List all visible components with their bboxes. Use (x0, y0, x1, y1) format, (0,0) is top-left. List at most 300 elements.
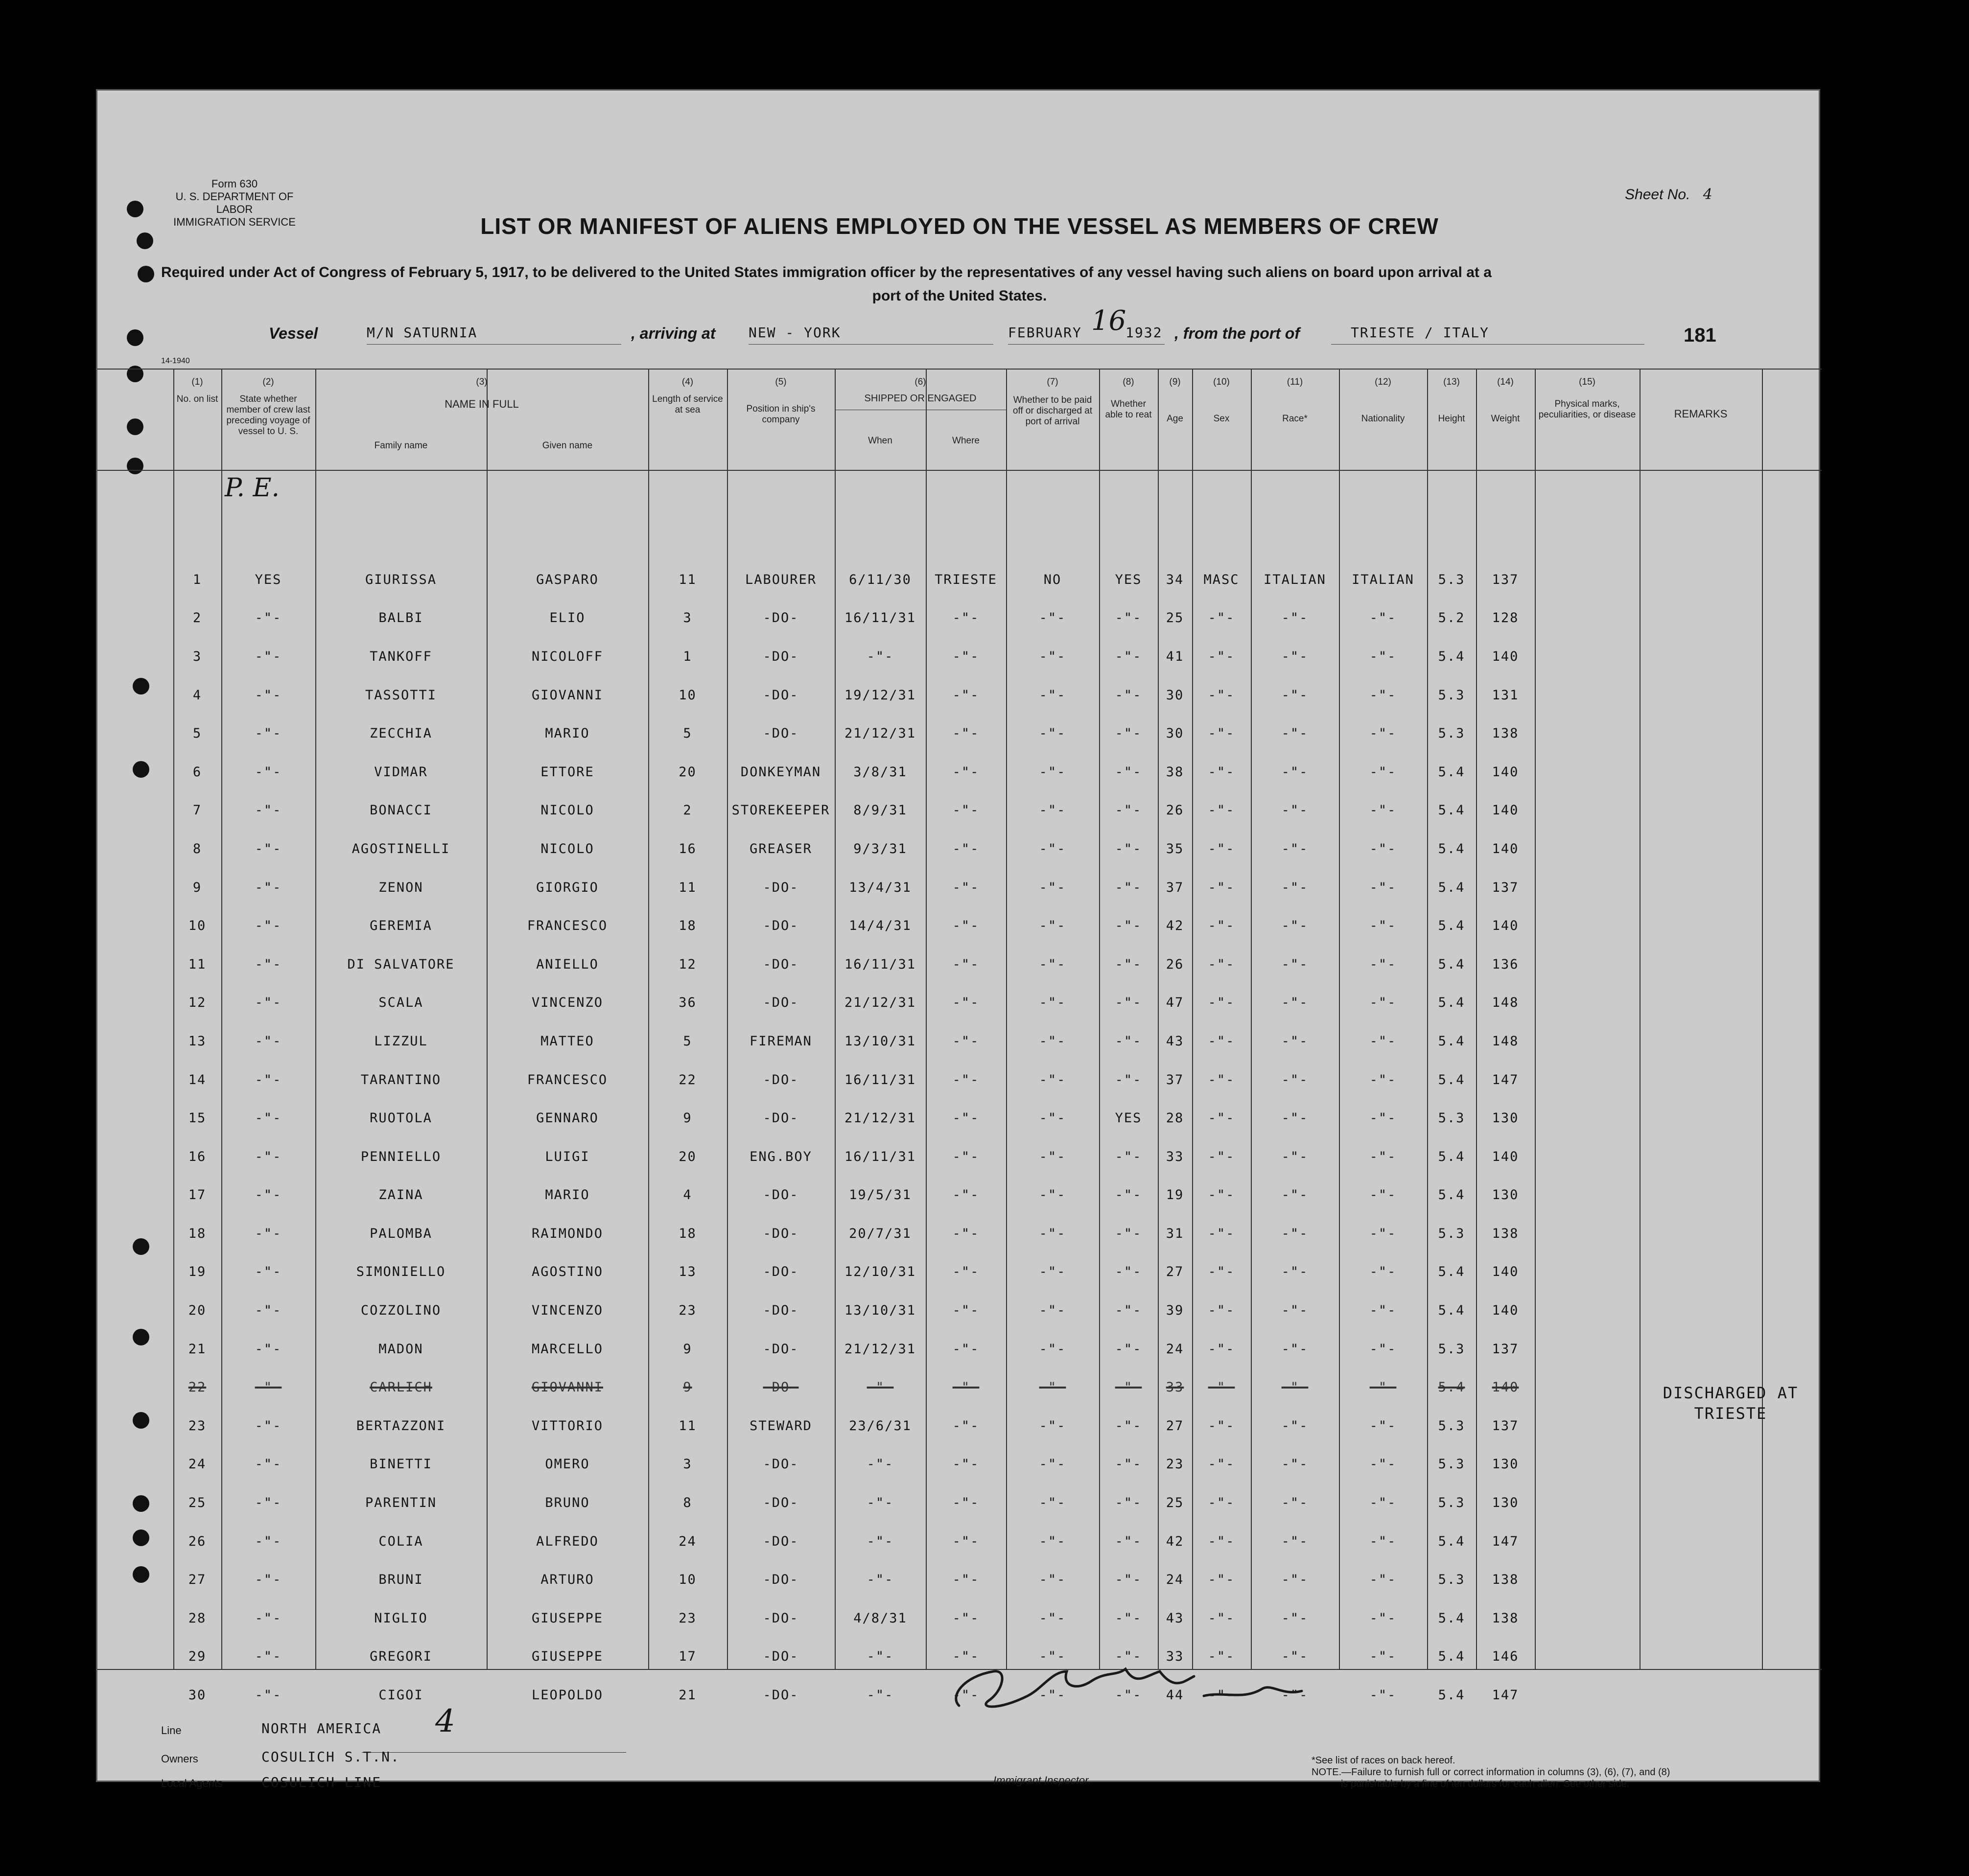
weight: 140 (1492, 1149, 1519, 1164)
family-name: BERTAZZONI (356, 1418, 446, 1434)
height: 5.3 (1438, 1226, 1465, 1241)
line-label: Line (161, 1724, 182, 1737)
crew-previous: -"- (255, 1533, 282, 1549)
column-number: (2) (262, 377, 274, 387)
row-number: 10 (188, 918, 207, 934)
shipped-where: -"- (952, 1149, 980, 1164)
height: 5.3 (1438, 1111, 1465, 1126)
weight: 136 (1492, 956, 1519, 972)
inspector-signature (930, 1642, 1351, 1720)
given-name: OMERO (545, 1457, 590, 1472)
length-of-service: 10 (679, 1572, 697, 1588)
binder-hole (133, 1529, 149, 1546)
crew-previous: -"- (255, 1418, 282, 1434)
shipped-when: 23/6/31 (849, 1418, 912, 1434)
height: 5.4 (1438, 956, 1465, 972)
sex: -"- (1208, 1187, 1235, 1203)
weight: 138 (1492, 726, 1519, 741)
service: IMMIGRATION SERVICE (173, 216, 296, 228)
paid-off: -"- (1039, 726, 1066, 741)
crew-previous: -"- (255, 803, 282, 818)
footer-note: NOTE.—Failure to furnish full or correct information in columns (3), (6), (7), and (8) (1312, 1767, 1670, 1778)
shipped-when: 21/12/31 (844, 1111, 916, 1126)
footer-notes (1312, 1755, 1801, 1790)
height: 5.4 (1438, 648, 1465, 664)
height: 5.3 (1438, 687, 1465, 703)
owners-value: COSULICH S.T.N. (261, 1749, 400, 1765)
given-name: FRANCESCO (527, 918, 608, 934)
crew-previous: -"- (255, 1341, 282, 1357)
footer-note: *See list of races on back hereof. (1312, 1755, 1455, 1766)
subtitle-line1: Required under Act of Congress of February 5, 1917, to be delivered to the United States immigration officer by the representatives of any vessel having such aliens on board upon arrival at a (161, 264, 1492, 280)
weight: 140 (1492, 841, 1519, 857)
paid-off: -"- (1039, 1610, 1066, 1626)
physical-marks (1535, 1137, 1640, 1176)
family-name: PARENTIN (365, 1495, 437, 1511)
row-number: 28 (188, 1610, 207, 1626)
shipped-when: -"- (867, 1495, 894, 1511)
length-of-service: 18 (679, 918, 697, 934)
shipped-where: -"- (952, 726, 980, 741)
crew-previous: -"- (255, 880, 282, 895)
length-of-service: 3 (683, 1457, 692, 1472)
nationality: -"- (1369, 1303, 1397, 1319)
length-of-service: 9 (683, 1341, 692, 1357)
age: 31 (1166, 1226, 1184, 1241)
shipped-when: 4/8/31 (853, 1610, 907, 1626)
table-row (173, 1407, 1640, 1445)
ship-position: -DO- (763, 1341, 799, 1357)
race: -"- (1281, 1264, 1309, 1280)
table-row (173, 560, 1640, 599)
inspector-label: Immigrant Inspector. (993, 1774, 1091, 1786)
row-number: 19 (188, 1264, 207, 1280)
weight: 140 (1492, 1303, 1519, 1319)
race: -"- (1281, 841, 1309, 857)
physical-marks (1535, 1407, 1640, 1445)
table-row (173, 1330, 1640, 1368)
physical-marks (1535, 1214, 1640, 1253)
header-weight: Weight (1491, 414, 1520, 424)
table-row (173, 791, 1640, 830)
weight: 137 (1492, 880, 1519, 895)
height: 5.4 (1438, 1264, 1465, 1280)
sex: -"- (1208, 1688, 1235, 1703)
nationality: -"- (1369, 1072, 1397, 1088)
ship-position: ENG.BOY (750, 1149, 812, 1164)
ship-position: -DO- (763, 1187, 799, 1203)
length-of-service: 10 (679, 687, 697, 703)
length-of-service: 23 (679, 1610, 697, 1626)
height: 5.3 (1438, 1572, 1465, 1588)
weight: 140 (1492, 1264, 1519, 1280)
binder-hole (133, 678, 149, 695)
sex: -"- (1208, 1610, 1235, 1626)
remarks-line: TRIESTE (1694, 1404, 1767, 1423)
row-number: 20 (188, 1303, 207, 1319)
race: -"- (1281, 1457, 1309, 1472)
given-name: RAIMONDO (531, 1226, 604, 1241)
ship-position: -DO- (763, 995, 799, 1011)
shipped-when: -"- (867, 1380, 894, 1395)
shipped-where: -"- (952, 610, 980, 626)
given-name: LUIGI (545, 1149, 590, 1164)
nationality: -"- (1369, 1610, 1397, 1626)
arriving-label: , arriving at (631, 324, 716, 342)
shipped-when: 13/10/31 (844, 1033, 916, 1049)
length-of-service: 17 (679, 1649, 697, 1665)
shipped-when: 14/4/31 (849, 918, 912, 934)
row-number: 5 (192, 726, 202, 741)
given-name: AGOSTINO (531, 1264, 604, 1280)
department: U. S. DEPARTMENT OF LABOR (175, 190, 294, 215)
physical-marks (1535, 1330, 1640, 1368)
sheet-number: 4 (1703, 186, 1712, 203)
paid-off: -"- (1039, 687, 1066, 703)
owners-label: Owners (161, 1753, 198, 1765)
table-row (173, 1483, 1640, 1522)
height: 5.4 (1438, 995, 1465, 1011)
crew-previous: -"- (255, 956, 282, 972)
sex: -"- (1208, 1111, 1235, 1126)
table-row (173, 830, 1640, 868)
weight: 146 (1492, 1649, 1519, 1665)
arriving-port: NEW - YORK (749, 324, 841, 341)
form-code: 14-1940 (161, 357, 190, 365)
ship-position: -DO- (763, 1111, 799, 1126)
age: 27 (1166, 1264, 1184, 1280)
physical-marks (1535, 1483, 1640, 1522)
height: 5.3 (1438, 1418, 1465, 1434)
height: 5.3 (1438, 572, 1465, 587)
able-to-reship: -"- (1115, 1457, 1142, 1472)
table-row (173, 1522, 1640, 1561)
height: 5.4 (1438, 1380, 1465, 1395)
sex: -"- (1208, 1226, 1235, 1241)
race: -"- (1281, 648, 1309, 664)
physical-marks (1535, 676, 1640, 715)
physical-marks (1535, 1061, 1640, 1099)
row-number: 29 (188, 1649, 207, 1665)
header-shipped: SHIPPED OR ENGAGED (864, 393, 977, 404)
race: -"- (1281, 1533, 1309, 1549)
crew-previous: -"- (255, 1380, 282, 1395)
shipped-when: -"- (867, 1457, 894, 1472)
family-name: AGOSTINELLI (352, 841, 450, 857)
ship-position: GREASER (750, 841, 812, 857)
crew-previous: -"- (255, 1649, 282, 1665)
weight: 137 (1492, 1341, 1519, 1357)
sex: -"- (1208, 880, 1235, 895)
age: 27 (1166, 1418, 1184, 1434)
height: 5.4 (1438, 841, 1465, 857)
ship-position: -DO- (763, 1072, 799, 1088)
paid-off: -"- (1039, 1264, 1066, 1280)
header-when: When (868, 436, 892, 446)
row-number: 11 (188, 956, 207, 972)
weight: 138 (1492, 1226, 1519, 1241)
physical-marks (1535, 1291, 1640, 1330)
able-to-reship: -"- (1115, 1072, 1142, 1088)
ship-position: -DO- (763, 1688, 799, 1703)
remarks-line: DISCHARGED AT (1663, 1384, 1799, 1402)
paid-off: -"- (1039, 1418, 1066, 1434)
binder-hole (133, 1329, 149, 1345)
family-name: BALBI (378, 610, 423, 626)
table-row (173, 1022, 1640, 1061)
length-of-service: 5 (683, 726, 692, 741)
paid-off: -"- (1039, 1033, 1066, 1049)
shipped-when: 9/3/31 (853, 841, 907, 857)
shipped-when: 16/11/31 (844, 610, 916, 626)
column-number: (7) (1047, 377, 1058, 387)
age: 42 (1166, 1533, 1184, 1549)
given-name: ELIO (549, 610, 586, 626)
race: -"- (1281, 726, 1309, 741)
able-to-reship: -"- (1115, 1533, 1142, 1549)
age: 39 (1166, 1303, 1184, 1319)
ship-position: -DO- (763, 648, 799, 664)
length-of-service: 5 (683, 1033, 692, 1049)
crew-previous: -"- (255, 1226, 282, 1241)
physical-marks (1535, 1638, 1640, 1676)
table-row (173, 1445, 1640, 1484)
column-rule (1640, 370, 1641, 1669)
able-to-reship: -"- (1115, 1418, 1142, 1434)
sex: -"- (1208, 1264, 1235, 1280)
vessel-name: M/N SATURNIA (367, 324, 478, 341)
shipped-where: -"- (952, 803, 980, 818)
race: -"- (1281, 995, 1309, 1011)
length-of-service: 9 (683, 1380, 692, 1395)
nationality: -"- (1369, 726, 1397, 741)
weight: 147 (1492, 1688, 1519, 1703)
header-family-name: Family name (374, 440, 428, 451)
able-to-reship: -"- (1115, 918, 1142, 934)
column-number: (8) (1123, 377, 1134, 387)
given-name: ANIELLO (536, 956, 599, 972)
from-label: , from the port of (1174, 324, 1300, 342)
nationality: -"- (1369, 1341, 1397, 1357)
length-of-service: 9 (683, 1111, 692, 1126)
sex: -"- (1208, 687, 1235, 703)
header-given-name: Given name (542, 440, 593, 451)
table-row (173, 637, 1640, 676)
row-number: 23 (188, 1418, 207, 1434)
race: -"- (1281, 764, 1309, 780)
physical-marks (1535, 599, 1640, 638)
height: 5.4 (1438, 1072, 1465, 1088)
able-to-reship: -"- (1115, 610, 1142, 626)
column-number: (3) (476, 377, 488, 387)
shipped-where: -"- (952, 1610, 980, 1626)
shipped-where: -"- (952, 1572, 980, 1588)
sex: -"- (1208, 841, 1235, 857)
paid-off: -"- (1039, 995, 1066, 1011)
race: -"- (1281, 1688, 1309, 1703)
crew-previous: -"- (255, 1072, 282, 1088)
given-name: BRUNO (545, 1495, 590, 1511)
able-to-reship: -"- (1115, 1688, 1142, 1703)
footer-note: is punishable by a fine of ten dollars for each alien. See other side. (1341, 1779, 1630, 1789)
physical-marks (1535, 714, 1640, 753)
sex: -"- (1208, 1495, 1235, 1511)
crew-previous: YES (255, 572, 282, 587)
paid-off: -"- (1039, 1533, 1066, 1549)
family-name: MADON (378, 1341, 423, 1357)
weight: 147 (1492, 1072, 1519, 1088)
shipped-where: -"- (952, 1341, 980, 1357)
binder-hole (133, 761, 149, 778)
row-number: 13 (188, 1033, 207, 1049)
family-name: GIURISSA (365, 572, 437, 587)
column-rule (1762, 370, 1763, 1669)
physical-marks (1535, 637, 1640, 676)
able-to-reship: -"- (1115, 841, 1142, 857)
crew-previous: -"- (255, 918, 282, 934)
height: 5.3 (1438, 1457, 1465, 1472)
length-of-service: 11 (679, 880, 697, 895)
paid-off: -"- (1039, 648, 1066, 664)
nationality: -"- (1369, 1688, 1397, 1703)
paid-off: -"- (1039, 1495, 1066, 1511)
shipped-where: -"- (952, 880, 980, 895)
family-name: BRUNI (378, 1572, 423, 1588)
age: 23 (1166, 1457, 1184, 1472)
length-of-service: 20 (679, 1149, 697, 1164)
age: 41 (1166, 648, 1184, 664)
given-name: ALFREDO (536, 1533, 599, 1549)
weight: 138 (1492, 1572, 1519, 1588)
column-number: (6) (914, 377, 926, 387)
paid-off: -"- (1039, 1111, 1066, 1126)
ship-position: -DO- (763, 918, 799, 934)
weight: 128 (1492, 610, 1519, 626)
physical-marks (1535, 1368, 1640, 1407)
header-sex: Sex (1213, 414, 1230, 424)
shipped-where: -"- (952, 1495, 980, 1511)
table-row (173, 1368, 1640, 1407)
age: 35 (1166, 841, 1184, 857)
column-number: (15) (1579, 377, 1595, 387)
weight: 137 (1492, 572, 1519, 587)
able-to-reship: -"- (1115, 1149, 1142, 1164)
weight: 147 (1492, 1533, 1519, 1549)
given-name: MARCELLO (531, 1341, 604, 1357)
shipped-when: -"- (867, 1649, 894, 1665)
given-name: GASPARO (536, 572, 599, 587)
header-length-service: Length of service at sea (652, 394, 723, 415)
shipped-where: -"- (952, 1303, 980, 1319)
header-nationality: Nationality (1361, 414, 1405, 424)
able-to-reship: -"- (1115, 803, 1142, 818)
crew-previous: -"- (255, 687, 282, 703)
nationality: ITALIAN (1352, 572, 1414, 587)
nationality: -"- (1369, 1649, 1397, 1665)
age: 26 (1166, 803, 1184, 818)
physical-marks (1535, 945, 1640, 984)
family-name: GREGORI (370, 1649, 432, 1665)
ship-position: -DO- (763, 1495, 799, 1511)
ship-position: -DO- (763, 610, 799, 626)
sheet-number-block (1625, 186, 1712, 203)
length-of-service: 18 (679, 1226, 697, 1241)
nationality: -"- (1369, 1533, 1397, 1549)
length-of-service: 8 (683, 1495, 692, 1511)
weight: 140 (1492, 764, 1519, 780)
header-height: Height (1438, 414, 1465, 424)
family-name: COLIA (378, 1533, 423, 1549)
given-name: GIOVANNI (531, 1380, 604, 1395)
age: 37 (1166, 880, 1184, 895)
table-row (173, 1599, 1640, 1638)
row-number: 27 (188, 1572, 207, 1588)
weight: 148 (1492, 1033, 1519, 1049)
shipped-when: 19/12/31 (844, 687, 916, 703)
row-number: 8 (192, 841, 202, 857)
race: -"- (1281, 1303, 1309, 1319)
nationality: -"- (1369, 1264, 1397, 1280)
given-name: MARIO (545, 726, 590, 741)
length-of-service: 11 (679, 572, 697, 587)
row-number: 26 (188, 1533, 207, 1549)
row-number: 2 (192, 610, 202, 626)
crew-previous: -"- (255, 1688, 282, 1703)
height: 5.4 (1438, 1533, 1465, 1549)
able-to-reship: -"- (1115, 1610, 1142, 1626)
able-to-reship: -"- (1115, 726, 1142, 741)
handwritten-mark: 4 (435, 1703, 455, 1739)
ship-position: FIREMAN (750, 1033, 812, 1049)
ship-position: -DO- (763, 1380, 799, 1395)
age: 25 (1166, 1495, 1184, 1511)
family-name: ZAINA (378, 1187, 423, 1203)
able-to-reship: -"- (1115, 956, 1142, 972)
shipped-when: -"- (867, 1533, 894, 1549)
length-of-service: 2 (683, 803, 692, 818)
paid-off: -"- (1039, 1226, 1066, 1241)
able-to-reship: -"- (1115, 1187, 1142, 1203)
height: 5.4 (1438, 803, 1465, 818)
table-row (173, 1214, 1640, 1253)
race: -"- (1281, 1072, 1309, 1088)
sex: -"- (1208, 956, 1235, 972)
height: 5.4 (1438, 1033, 1465, 1049)
sex: -"- (1208, 726, 1235, 741)
paid-off: -"- (1039, 1572, 1066, 1588)
crew-previous: -"- (255, 1264, 282, 1280)
race: -"- (1281, 687, 1309, 703)
weight: 148 (1492, 995, 1519, 1011)
physical-marks (1535, 1522, 1640, 1561)
family-name: CARLICH (370, 1380, 432, 1395)
paid-off: -"- (1039, 918, 1066, 934)
weight: 130 (1492, 1111, 1519, 1126)
header-remarks: REMARKS (1674, 408, 1728, 420)
shipped-when: 21/12/31 (844, 1341, 916, 1357)
table-row (173, 1061, 1640, 1099)
shipped-when: 6/11/30 (849, 572, 912, 587)
sex: MASC (1203, 572, 1240, 587)
row-number: 30 (188, 1688, 207, 1703)
binder-hole (127, 458, 143, 474)
physical-marks (1535, 868, 1640, 907)
nationality: -"- (1369, 687, 1397, 703)
race: -"- (1281, 803, 1309, 818)
family-name: NIGLIO (374, 1610, 428, 1626)
manifest-sheet (96, 89, 1820, 1790)
vessel-line (97, 305, 1822, 346)
